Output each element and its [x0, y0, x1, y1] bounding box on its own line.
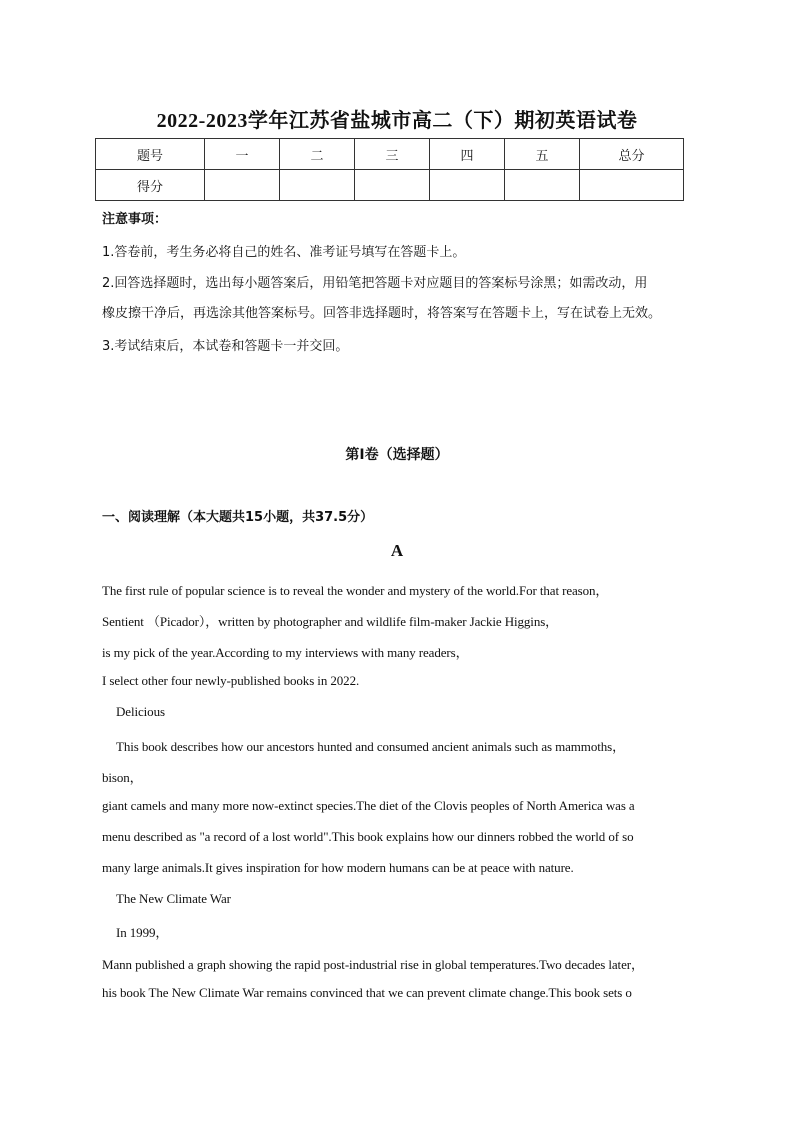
notes-item: 2.回答选择题时，选出每小题答案后，用铅笔把答题卡对应题目的答案标号涂黑；如需改动，用 — [102, 276, 648, 291]
score-table-header-row — [96, 139, 684, 170]
part-title: 一、阅读理解（本大题共15小题，共37.5分） — [102, 510, 374, 525]
passage-letter: A — [390, 541, 404, 560]
passage-line: Sentient （Picador），written by photographer and wildlife film-maker Jackie Higgins， — [102, 614, 559, 629]
score-table — [95, 138, 684, 201]
passage-line: I select other four newly-published books in 2022. — [102, 673, 360, 688]
passage-line: bison， — [102, 770, 143, 785]
notes-item: 1.答卷前，考生务必将自己的姓名、准考证号填写在答题卡上。 — [102, 245, 466, 260]
passage-line: menu described as "a record of a lost world".This book explains how our dinners robbed the world of so — [102, 829, 634, 844]
notes-heading: 注意事项： — [102, 212, 168, 227]
score-header-cell: 五 — [505, 139, 580, 170]
notes-item: 橡皮擦干净后，再选涂其他答案标号。回答非选择题时，将答案写在答题卡上，写在试卷上无效。 — [102, 306, 662, 321]
score-header-cell: 三 — [355, 139, 430, 170]
score-header-cell: 一 — [205, 139, 280, 170]
passage-line: giant camels and many more now-extinct species.The diet of the Clovis peoples of North America was a — [102, 798, 635, 813]
passage-line: is my pick of the year.According to my interviews with many readers， — [102, 645, 469, 660]
score-cell — [205, 170, 280, 201]
passage-subheading: Delicious — [116, 704, 165, 719]
score-cell — [505, 170, 580, 201]
passage-subheading: The New Climate War — [116, 891, 231, 906]
score-header-cell: 二 — [280, 139, 355, 170]
notes-item: 3.考试结束后，本试卷和答题卡一并交回。 — [102, 339, 349, 354]
passage-line: Mann published a graph showing the rapid post-industrial rise in global temperatures.Two decades later， — [102, 957, 644, 972]
score-row-label: 得分 — [96, 170, 205, 201]
passage-line: This book describes how our ancestors hunted and consumed ancient animals such as mammoths， — [116, 739, 625, 754]
score-table-score-row — [96, 170, 684, 201]
score-header-cell: 题号 — [96, 139, 205, 170]
score-cell — [355, 170, 430, 201]
passage-line: The first rule of popular science is to reveal the wonder and mystery of the world.For that reason， — [102, 583, 609, 598]
section-title: 第Ⅰ卷（选择题） — [345, 447, 449, 463]
passage-line: many large animals.It gives inspiration for how modern humans can be at peace with nature. — [102, 860, 574, 875]
page-title: 2022-2023学年江苏省盐城市高二（下）期初英语试卷 — [156, 110, 638, 132]
passage-line: In 1999， — [116, 925, 169, 940]
passage-line: his book The New Climate War remains convinced that we can prevent climate change.This book sets o — [102, 985, 632, 1000]
score-cell — [430, 170, 505, 201]
score-cell — [580, 170, 684, 201]
score-header-cell: 总分 — [580, 139, 684, 170]
score-cell — [280, 170, 355, 201]
score-header-cell: 四 — [430, 139, 505, 170]
